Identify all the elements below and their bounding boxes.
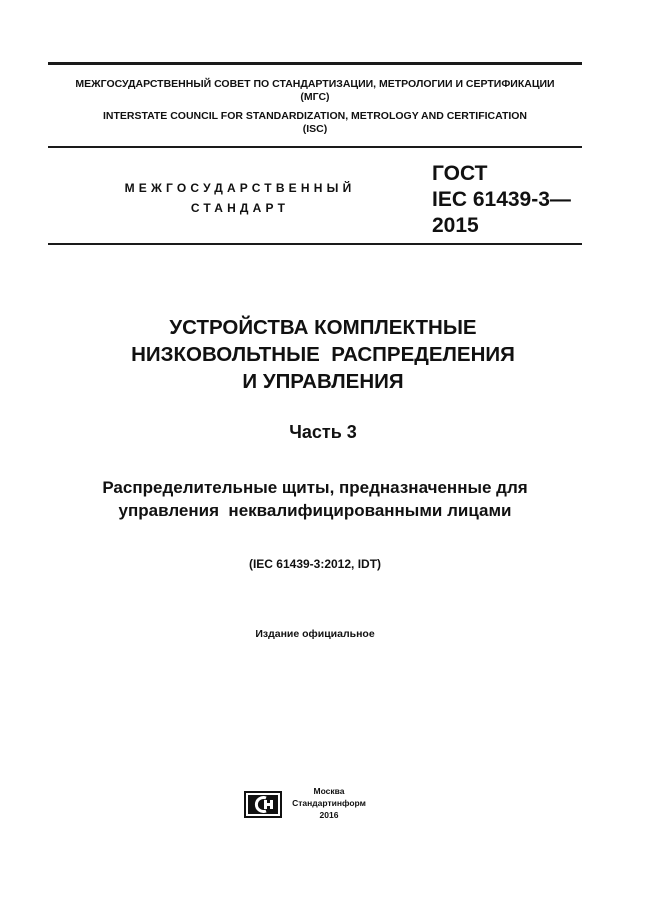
standard-designation-line1: ГОСТ (432, 162, 488, 185)
standard-designation-line2: IEC 61439-3— (432, 188, 571, 211)
publisher-city: Москва (313, 786, 345, 796)
standard-label-line2: СТАНДАРТ (190, 201, 290, 215)
council-ru-line2: (МГС) (300, 91, 330, 103)
iec-reference: (IEC 61439-3:2012, IDT) (248, 557, 382, 571)
standard-designation-line3: 2015 (432, 214, 479, 237)
council-en-line1: INTERSTATE COUNCIL FOR STANDARDIZATION, METROLOGY AND CERTIFICATION (102, 110, 528, 122)
council-en-line2: (ISC) (302, 123, 328, 135)
bottom-rule (48, 243, 582, 245)
document-title-line2: НИЗКОВОЛЬТНЫЕ РАСПРЕДЕЛЕНИЯ (131, 343, 515, 366)
publisher-name: Стандартинформ (292, 798, 366, 808)
council-name-ru (48, 78, 582, 104)
document-title-line3: И УПРАВЛЕНИЯ (242, 370, 404, 393)
document-subtitle-line2: управления неквалифицированными лицами (118, 501, 512, 520)
top-rule (48, 62, 582, 65)
edition-note: Издание официальное (255, 628, 375, 640)
document-title-line1: УСТРОЙСТВА КОМПЛЕКТНЫЕ (169, 316, 477, 339)
council-name-en (48, 110, 582, 136)
part-number: Часть 3 (289, 422, 357, 442)
publication-year: 2016 (319, 810, 339, 820)
document-subtitle-line1: Распределительные щиты, предназначенные для (102, 478, 528, 497)
council-ru-line1: МЕЖГОСУДАРСТВЕННЫЙ СОВЕТ ПО СТАНДАРТИЗАЦИИ, МЕТРОЛОГИИ И СЕРТИФИКАЦИИ (75, 78, 555, 90)
middle-rule (48, 146, 582, 148)
standard-label-line1: МЕЖГОСУДАРСТВЕННЫЙ (124, 181, 356, 195)
standartinform-logo-icon (244, 791, 282, 818)
